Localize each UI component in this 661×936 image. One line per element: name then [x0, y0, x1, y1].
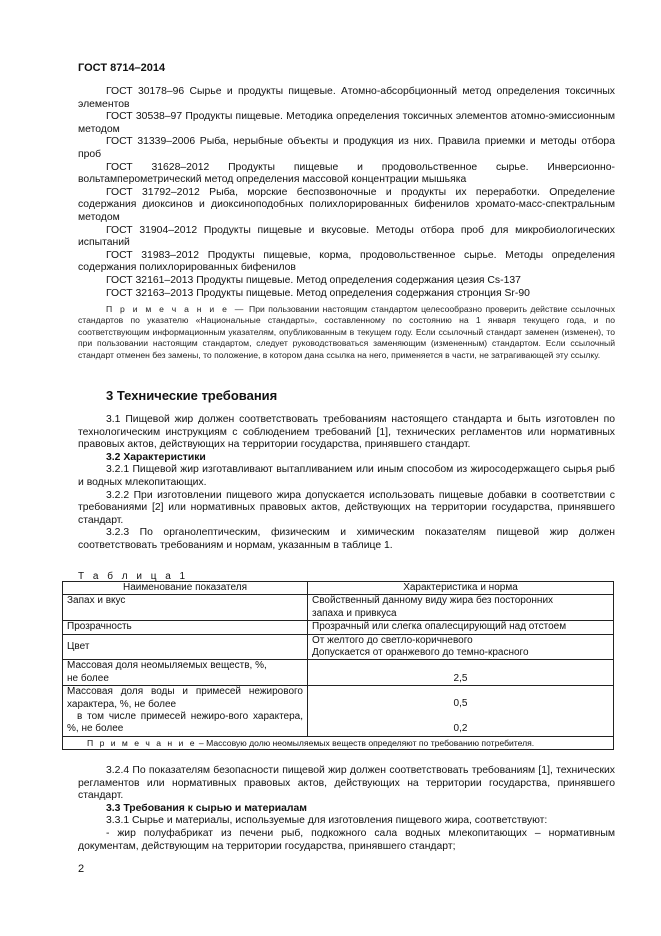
value-line: От желтого до светло-коричневого	[312, 634, 473, 646]
subsection-heading-3-2: 3.2 Характеристики	[106, 451, 206, 463]
requirements-table	[62, 581, 614, 750]
paragraph-3-2-3: 3.2.3 По органолептическим, физическим и химическим показателям пищевой жир должен соответствовать требованиям и нормам, указанным в таблице 1.	[78, 527, 615, 551]
section-body-continued	[78, 765, 615, 853]
value-line: Допускается от оранжевого до темно-красного	[312, 647, 529, 659]
list-item: - жир полуфабрикат из печени рыб, подкожного сала водных млекопитающих – нормативным документам, действующим на территории государства, принявшего стандарт;	[78, 827, 615, 852]
reference-item: ГОСТ 32161–2013 Продукты пищевые. Метод определения содержания цезия Cs-137	[106, 274, 521, 286]
table-row	[63, 595, 614, 621]
indicator-value	[308, 634, 614, 660]
section-title: 3 Технические требования	[106, 388, 278, 403]
table-note-row	[63, 736, 614, 749]
indicator-value: Прозрачный или слегка опалесцирующий над отстоем	[308, 621, 614, 634]
paragraph-3-3-1: 3.3.1 Сырье и материалы, используемые для изготовления пищевого жира, соответствуют:	[106, 815, 548, 827]
note-label: П р и м е ч а н и е —	[106, 304, 246, 314]
paragraph-3-2-1: 3.2.1 Пищевой жир изготавливают вытапливанием или иным способом из жиросодержащего сырья рыб и водных млекопитающих.	[78, 464, 615, 488]
name-line: Массовая доля воды и примесей нежирового характера, %, не более	[67, 686, 303, 710]
value-line: 0,2	[453, 723, 468, 735]
name-line: в том числе примесей нежиро-вого характера, %, не более	[67, 711, 303, 735]
value-line: 0,5	[453, 698, 468, 710]
table-row	[63, 660, 614, 686]
indicator-name: Запах и вкус	[63, 595, 308, 621]
paragraph-3-2-4: 3.2.4 По показателям безопасности пищевой жир должен соответствовать требованиям [1], технических регламентов или нормативных правовых актов, действующих на территории государства, принявшего стандарт.	[78, 765, 615, 802]
reference-item: ГОСТ 32163–2013 Продукты пищевые. Метод определения содержания стронция Sr-90	[106, 287, 530, 299]
reference-item: ГОСТ 31983–2012 Продукты пищевые, корма, продовольственное сырье. Методы определения содержания полихлорированных бифенилов	[78, 249, 615, 274]
reference-item: ГОСТ 31904–2012 Продукты пищевые и вкусовые. Методы отбора проб для микробиологических испытаний	[78, 224, 615, 249]
name-line: не более	[67, 672, 109, 684]
table-note-text: – Массовую долю неомыляемых веществ определяют по требованию потребителя.	[198, 737, 535, 748]
indicator-name	[63, 686, 308, 737]
page-number: 2	[78, 863, 85, 875]
table-note-label: П р и м е ч а н и е	[87, 737, 197, 748]
reference-item: ГОСТ 31628–2012 Продукты пищевые и продовольственное сырье. Инверсионно-вольтамперометрический метод определения массовой концентрации мышьяка	[78, 161, 615, 186]
table-row	[63, 621, 614, 634]
table-caption: Т а б л и ц а 1	[78, 571, 189, 582]
normative-references-list	[78, 86, 615, 300]
name-line: Массовая доля неомыляемых веществ, %,	[67, 660, 267, 672]
indicator-name: Цвет	[63, 634, 308, 660]
indicator-value	[308, 686, 614, 737]
table-header-row	[63, 582, 614, 595]
value-line: запаха и привкуса	[312, 607, 397, 619]
table-note	[63, 736, 614, 749]
section-body	[78, 414, 615, 553]
value-line: Свойственный данному виду жира без посторонних	[312, 595, 554, 607]
reference-item: ГОСТ 30178–96 Сырье и продукты пищевые. Атомно-абсорбционный метод определения токсичных элементов	[78, 86, 615, 110]
indicator-name: Прозрачность	[63, 621, 308, 634]
document-code: ГОСТ 8714–2014	[78, 62, 166, 74]
reference-item: ГОСТ 31792–2012 Рыба, морские беспозвоночные и продукты их переработки. Определение содержания диоксинов и диоксиноподобных полихлорированных бифенилов хромато-масс-спектральным методом	[78, 186, 615, 223]
table-row	[63, 634, 614, 660]
references-note	[78, 304, 615, 361]
note-text: При пользовании настоящим стандартом целесообразно проверить действие ссылочных стандартов по указателю «Национальные стандарты», составленному по состоянию на 1 января текущего года, и по соответствующим информационным указателям, опубликованным в текущем году. Если ссылочный стандарт заменен (изменен), то при пользовании настоящим стандартом, следует руководствоваться заменяющим (измененным) стандартом. Если ссылочный стандарт отменен без замены, то положение, в котором дана ссылка на него, применяется в части, не затрагивающей эту ссылку.	[78, 304, 616, 360]
reference-item: ГОСТ 31339–2006 Рыба, нерыбные объекты и продукция из них. Правила приемки и методы отбора проб	[78, 136, 615, 160]
table-row	[63, 686, 614, 737]
indicator-value	[308, 595, 614, 621]
column-header: Характеристика и норма	[308, 582, 614, 595]
column-header: Наименование показателя	[63, 582, 308, 595]
reference-item: ГОСТ 30538–97 Продукты пищевые. Методика определения токсичных элементов атомно-эмиссионным методом	[78, 111, 615, 135]
subsection-heading-3-3: 3.3 Требования к сырью и материалам	[106, 802, 307, 814]
indicator-name	[63, 660, 308, 686]
indicator-value: 2,5	[308, 660, 614, 686]
paragraph-3-1: 3.1 Пищевой жир должен соответствовать требованиям настоящего стандарта и быть изготовлен по технологическим инструкциям с соблюдением требований [1], технических регламентов или нормативных правовых актов, действующих на территории государства, принявшего стандарт.	[78, 414, 615, 451]
paragraph-3-2-2: 3.2.2 При изготовлении пищевого жира допускается использовать пищевые добавки в соответствии с требованиями [2] или нормативных правовых актов, действующих на территории государства, принявшего стандарт.	[78, 489, 615, 526]
